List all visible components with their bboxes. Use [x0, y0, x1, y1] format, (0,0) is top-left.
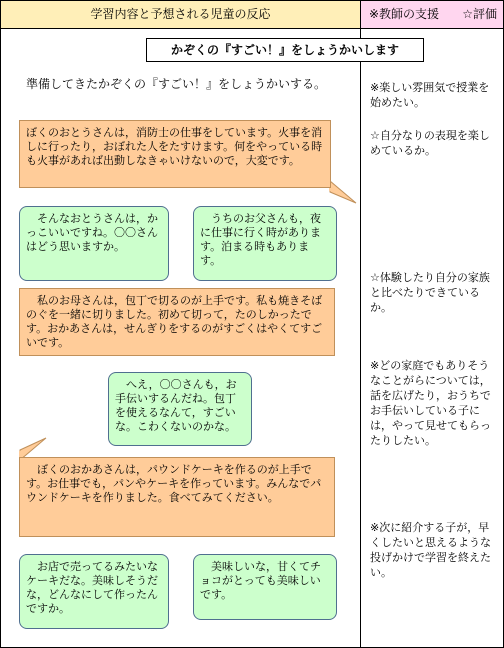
header-teacher-support: [361, 1, 503, 29]
speech-bubble-classmate-response: うちのお父さんも，夜に仕事に行く時があります。泊まる時もあります。: [193, 206, 337, 281]
header-support-label: ※教師の支援: [369, 7, 440, 21]
note-expression: ☆自分なりの表現を楽しめているか。: [370, 129, 490, 157]
note-atmosphere: ※楽しい雰囲気で授業を始めたい。: [370, 81, 490, 109]
lesson-title: かぞくの『すごい！』をしょうかいします: [146, 38, 424, 62]
speech-bubble-cake-question: お店で売ってるみたいなケーキだな。美味しそうだな，どんなにして作ったんですか。: [19, 554, 169, 629]
speech-bubble-teacher-praise: へえ，〇〇さんも，お手伝いするんだね。包丁を使えるなんて，すごいな。こわくないのかな。: [108, 372, 252, 446]
speech-bubble-teacher-response: そんなおとうさんは，かっこいいですね。〇〇さんはどう思いますか。: [19, 206, 169, 281]
note-closing: ※次に紹介する子が，早くしたいと思えるような投げかけで学習を終えたい。: [370, 521, 491, 579]
speech-bubble-cake-comment: 美味しいな，甘くてチョコがとっても美味しいです。: [193, 554, 337, 620]
header-learning-content: 学習内容と予想される児童の反応: [1, 1, 361, 29]
speech-bubble-firefighter: ぼくのおとうさんは，消防士の仕事をしています。火事を消しに行ったり，おぼれた人をたすけます。何をやっている時も火事があれば出動しなきゃいけないので，大変です。: [19, 120, 331, 188]
header-evaluation-label: ☆評価: [462, 7, 497, 21]
column-divider: [360, 29, 361, 647]
note-expand-topic: ※どの家庭でもありそうなことがらについては，話を広げたり，おうちでお手伝いしている子には，やって見せてもらったりしたい。: [370, 359, 491, 447]
speech-bubble-cake-mother: ぼくのおかあさんは，パウンドケーキを作るのが上手です。お仕事でも，パンやケーキを作っています。みんなでパウンドケーキを作りました。食べてみてください。: [19, 457, 335, 537]
intro-text: 準備してきたかぞくの『すごい！』をしょうかいする。: [26, 77, 327, 91]
speech-bubble-knife-mother: 私のお母さんは，包丁で切るのが上手です。私も焼きそばのぐを一緒に切りました。初めて切って，たのしかったです。おかあさんは，せんぎりをするのがすごくはやくてすごいです。: [19, 288, 335, 356]
note-compare-family: ☆体験したり自分の家族と比べたりできているか。: [370, 271, 490, 314]
